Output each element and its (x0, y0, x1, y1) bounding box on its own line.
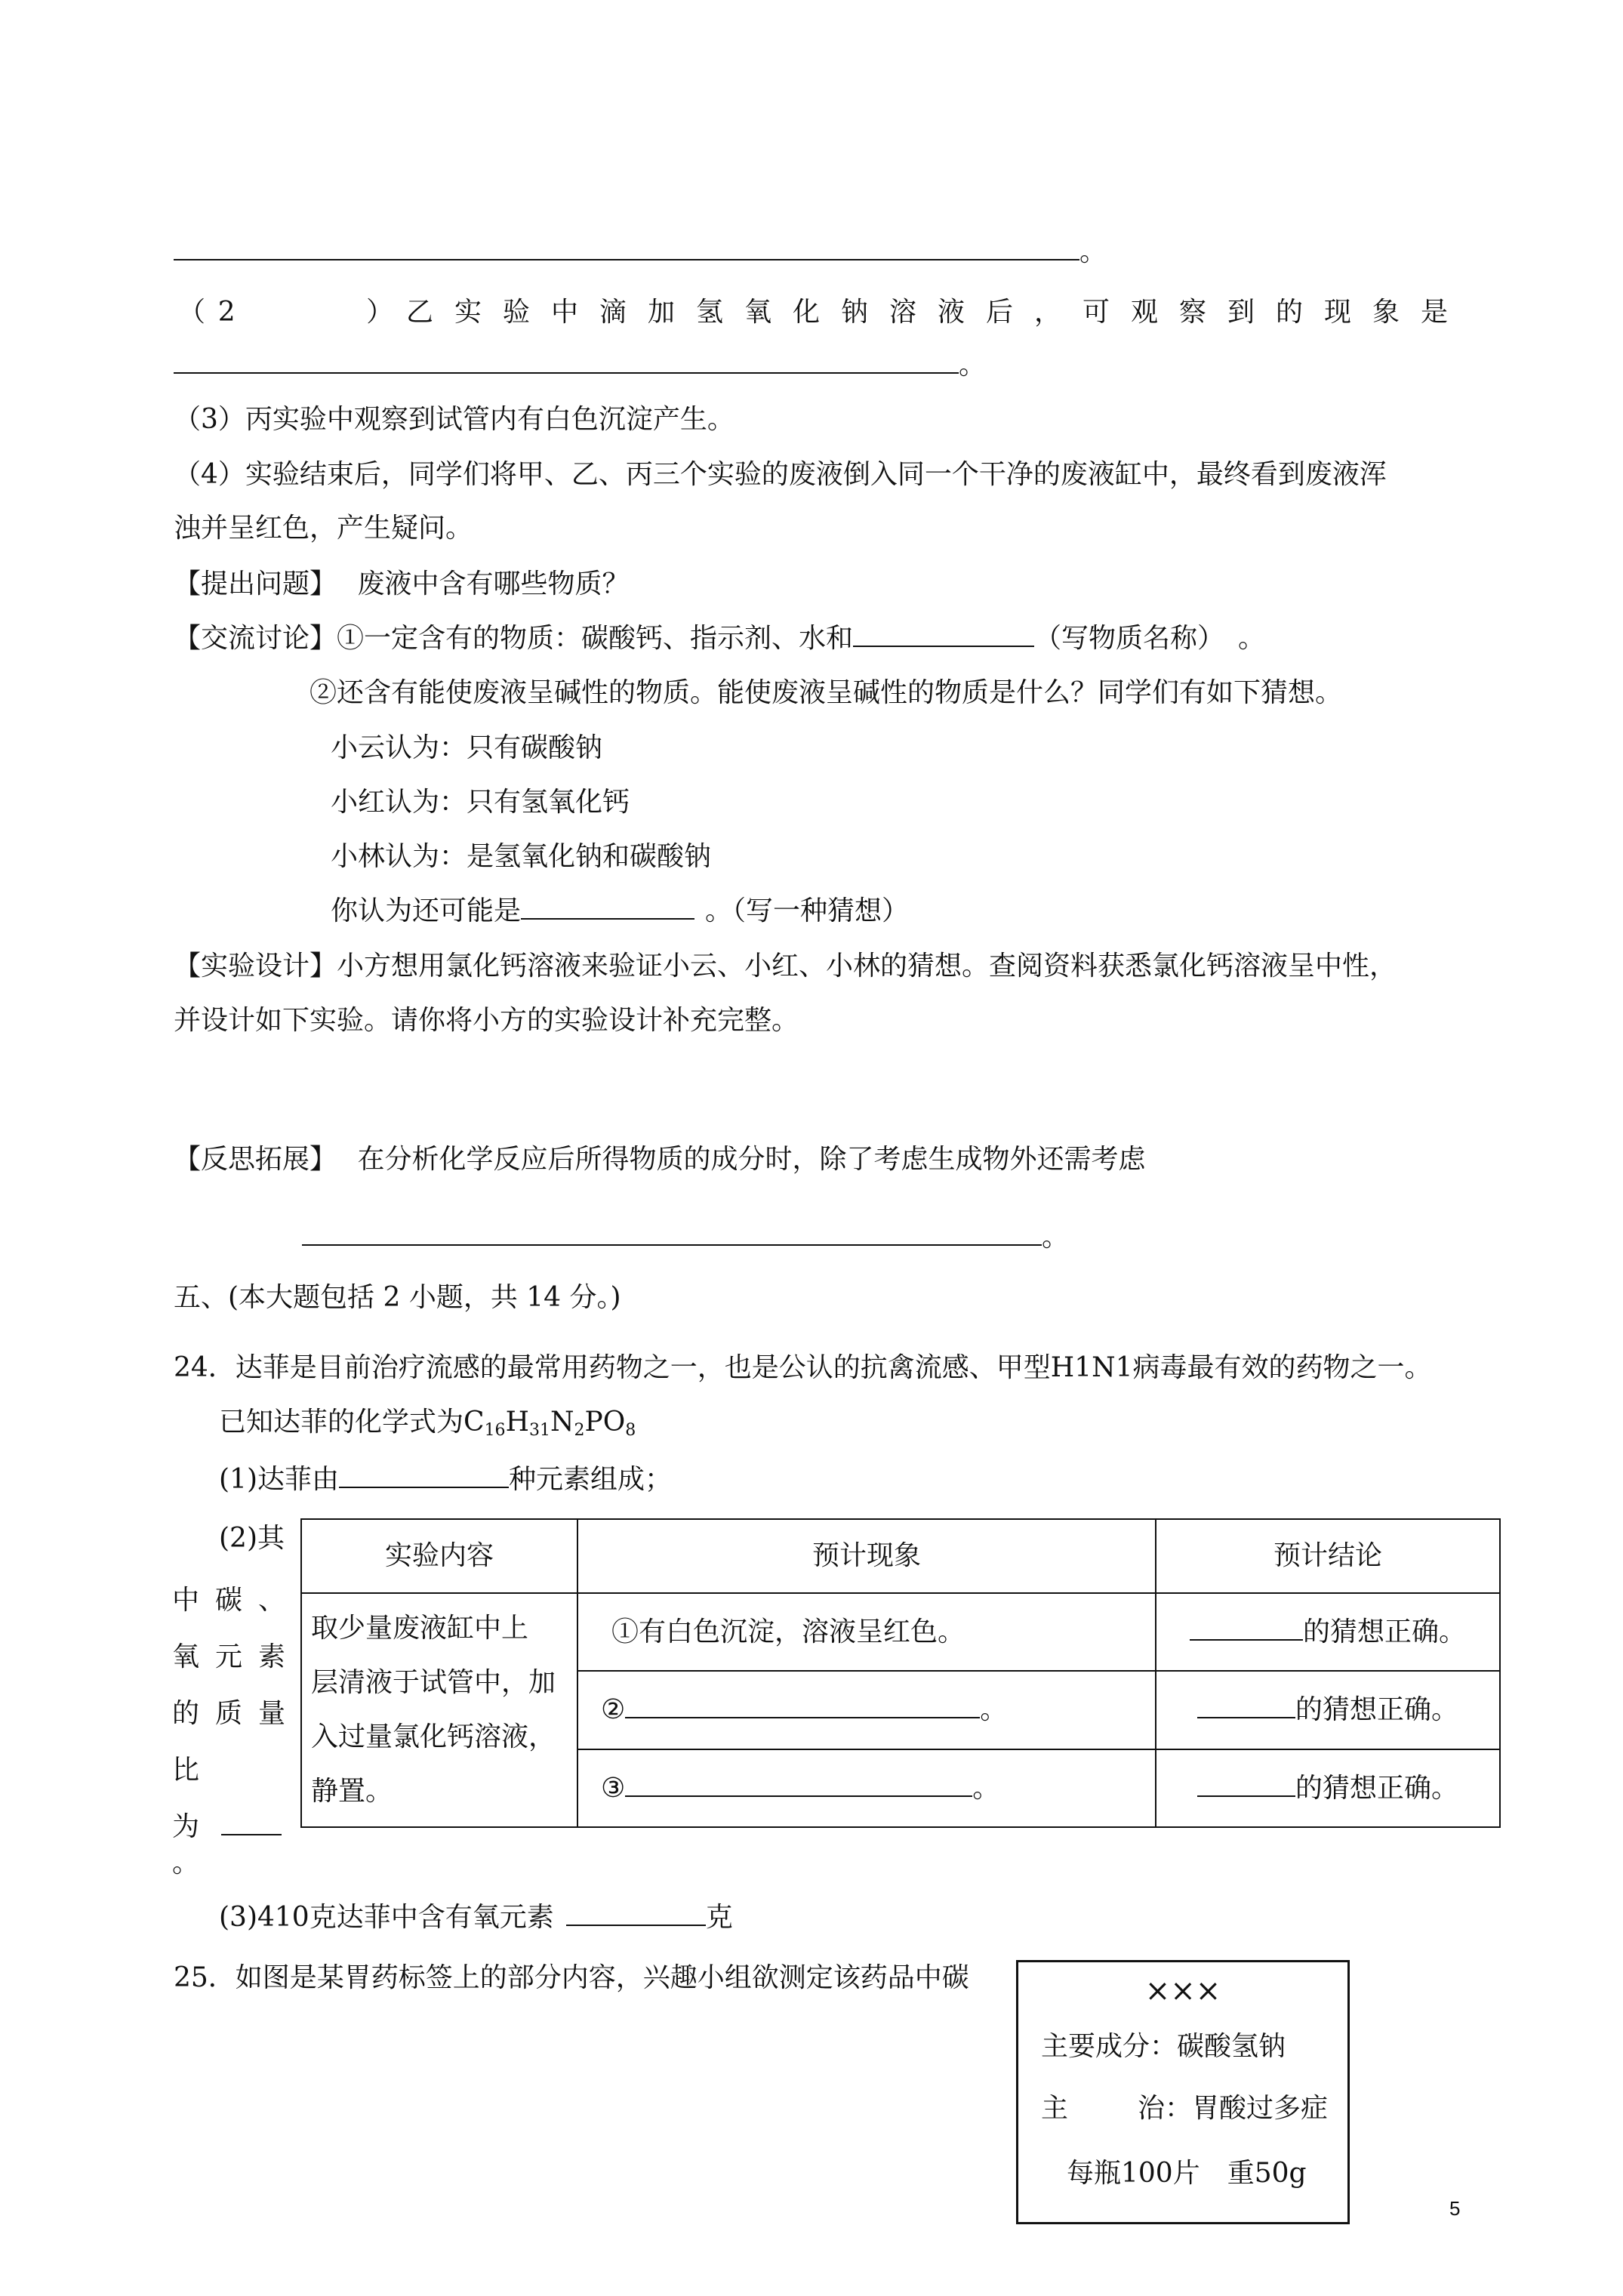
q24-intro: 24．达菲是目前治疗流感的最常用药物之一，也是公认的抗禽流感、甲型H1N1病毒最有效的药物之一。 (174, 1352, 1432, 1383)
answer-blank[interactable] (1190, 1638, 1303, 1641)
q24-part2-column (172, 1572, 285, 1855)
design-line-1: 【实验设计】小方想用氯化钙溶液来验证小云、小红、小林的猜想。查阅资料获悉氯化钙溶液呈中性， (174, 951, 1397, 982)
q2-num: 2 (217, 297, 236, 328)
q2-answer-line (174, 349, 986, 381)
discuss-line-2: ②还含有能使废液呈碱性的物质。能使废液呈碱性的物质是什么？同学们有如下猜想。 (310, 677, 1343, 708)
design-line-2: 并设计如下实验。请你将小方的实验设计补充完整。 (174, 1005, 799, 1036)
ask-tag: 【提出问题】 (174, 569, 337, 599)
phenomenon-cell: ①有白色沉淀，溶液呈红色。 (577, 1593, 1156, 1671)
answer-blank[interactable] (174, 258, 1079, 260)
section-5-heading: 五、(本大题包括 2 小题，共 14 分。) (174, 1282, 621, 1313)
conclusion-cell: 的猜想正确。 (1156, 1593, 1500, 1671)
formula-lead: 已知达菲的化学式为 (219, 1407, 464, 1438)
table-header: 预计现象 (577, 1519, 1156, 1593)
q25-line: 25．如图是某胃药标签上的部分内容，兴趣小组欲测定该药品中碳 (174, 1962, 969, 1993)
top-answer-line (174, 236, 1107, 268)
discuss-tag: 【交流讨论】 (174, 623, 337, 654)
guess-you-a: 你认为还可能是 (331, 895, 522, 926)
ask-question-line (174, 568, 629, 600)
table-header: 预计结论 (1156, 1519, 1500, 1593)
answer-blank[interactable] (339, 1486, 509, 1488)
answer-blank[interactable] (625, 1716, 980, 1718)
reflect-tag: 【反思拓展】 (174, 1144, 337, 1175)
vertical-text-row: 中 碳 、 (172, 1585, 285, 1616)
label-package: 每瓶100片 重50g (1067, 2158, 1307, 2189)
q2-paren-close: ） (366, 297, 394, 328)
ask-text: 废液中含有哪些物质？ (357, 569, 630, 599)
discuss-1b: （写物质名称） (1034, 623, 1212, 654)
q24-3a: (3)410克达菲中含有氧元素 (219, 1902, 554, 1933)
q4-line2: 浊并呈红色，产生疑问。 (174, 513, 473, 544)
discuss-1a: ①一定含有的物质：碳酸钙、指示剂、水和 (337, 623, 854, 654)
q24-part2-first: (2)其 (219, 1523, 285, 1554)
table-header: 实验内容 (301, 1519, 577, 1593)
end-mark: 。 (959, 350, 987, 381)
answer-blank[interactable] (174, 371, 959, 374)
answer-blank[interactable] (1197, 1716, 1295, 1718)
answer-blank[interactable] (221, 1833, 282, 1835)
answer-blank[interactable] (566, 1924, 706, 1926)
vertical-text-row: 为 (172, 1798, 285, 1855)
reflect-answer-line (302, 1221, 1069, 1253)
q24-3b: 克 (705, 1902, 733, 1933)
page-number: 5 (1449, 2197, 1461, 2220)
conclusion-cell: 的猜想正确。 (1156, 1749, 1500, 1827)
phenomenon-cell: ③ 。 (577, 1749, 1156, 1827)
answer-blank[interactable] (521, 917, 694, 920)
q24-part3 (219, 1901, 733, 1934)
experiment-table (300, 1518, 1501, 1828)
vertical-text-row: 的 质 量 (172, 1698, 285, 1729)
q4-line1: （4）实验结束后，同学们将甲、乙、丙三个实验的废液倒入同一个干净的废液缸中，最终看到废液浑 (174, 459, 1387, 490)
answer-blank[interactable] (1197, 1795, 1295, 1797)
end-mark: 。 (1042, 1222, 1070, 1253)
q2-text: 乙实验中滴加氢氧化钠溶液后，可观察到的现象是 (405, 297, 1469, 328)
answer-blank[interactable] (625, 1795, 972, 1797)
guess-yun: 小云认为：只有碳酸钠 (331, 732, 603, 763)
q24-formula-line (219, 1406, 636, 1441)
guess-hong: 小红认为：只有氢氧化钙 (331, 787, 630, 818)
q24-1a: (1)达菲由 (219, 1464, 339, 1495)
q24-1b: 种元素组成； (509, 1464, 673, 1495)
discuss-1c: 。 (1238, 623, 1266, 654)
end-mark: 。 (1079, 236, 1107, 267)
q24-part2-end: 。 (172, 1848, 200, 1878)
vertical-text-row: 氧 元 素 (172, 1641, 285, 1672)
answer-blank[interactable] (302, 1244, 1042, 1246)
q2-paren-open: （ (178, 297, 206, 328)
guess-you-b: 。（写一种猜想） (705, 895, 910, 926)
vertical-text-row: 比 (172, 1755, 200, 1786)
reflect-line (174, 1143, 1145, 1176)
label-ingredient: 主要成分：碳酸氢钠 (1041, 2031, 1286, 2062)
answer-blank[interactable] (853, 645, 1034, 647)
q3-line: （3）丙实验中观察到试管内有白色沉淀产生。 (174, 404, 735, 435)
conclusion-cell: 的猜想正确。 (1156, 1671, 1500, 1749)
guess-you (331, 895, 909, 927)
chemical-formula: $C_{16}H_{31}N_2PO_8$ (463, 1407, 636, 1440)
reflect-text: 在分析化学反应后所得物质的成分时，除了考虑生成物外还需考虑 (357, 1144, 1146, 1175)
guess-lin: 小林认为：是氢氧化钠和碳酸钠 (331, 841, 712, 872)
discuss-line-1 (174, 622, 1265, 655)
q24-part1 (219, 1463, 672, 1496)
experiment-content-cell: 取少量废液缸中上 层清液于试管中，加 入过量氯化钙溶液， 静置。 (301, 1593, 577, 1827)
phenomenon-cell: ② 。 (577, 1671, 1156, 1749)
question-2-line (178, 296, 1469, 328)
label-title: ××× (1144, 1974, 1221, 2008)
label-treatment: 主 治：胃酸过多症 (1041, 2093, 1329, 2124)
medicine-label (1016, 1960, 1350, 2224)
